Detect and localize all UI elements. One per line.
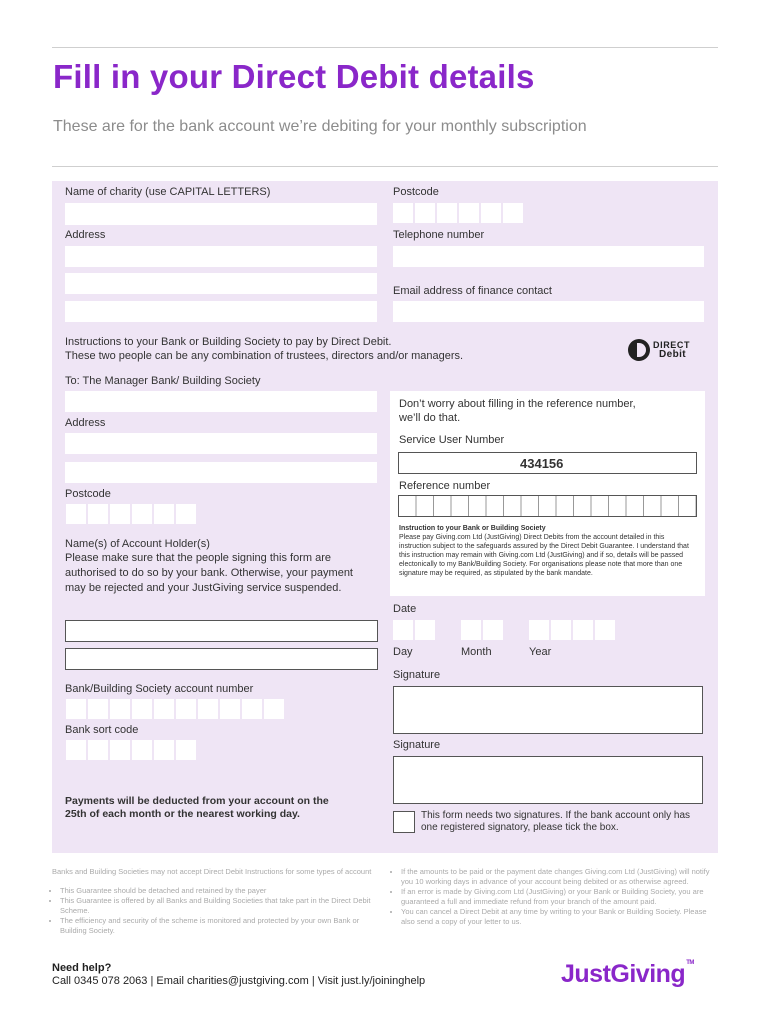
service-user-number: 434156 (520, 456, 564, 471)
date-year-boxes[interactable] (529, 620, 615, 640)
account-number-box[interactable] (66, 699, 86, 719)
bank-postcode-box[interactable] (110, 504, 130, 524)
bank-postcode-box[interactable] (88, 504, 108, 524)
sort-code-label: Bank sort code (65, 724, 139, 736)
bank-address-label: Address (65, 417, 106, 429)
to-manager-label: To: The Manager Bank/ Building Society (65, 375, 261, 387)
justgiving-logo-text: JustGiving (561, 960, 686, 988)
guarantee-right-item: • If an error is made by Giving.com Ltd (JustGiving) or your Bank or Building Society, you are guaranteed a full and immediate refund from your branch of the amount paid. (401, 887, 713, 907)
direct-debit-logo-line-1: DIRECT (653, 340, 691, 350)
bank-address-input-line-2[interactable] (65, 462, 377, 483)
signature-box-2[interactable] (393, 756, 703, 804)
page-subtitle: These are for the bank account we’re debiting for your monthly subscription (53, 118, 587, 135)
account-holders-label: Name(s) of Account Holder(s) (65, 538, 210, 550)
address-input-line-2[interactable] (65, 273, 377, 294)
help-title: Need help? (52, 962, 112, 974)
charity-name-input[interactable] (65, 203, 377, 225)
year-box[interactable] (595, 620, 615, 640)
account-number-box[interactable] (242, 699, 262, 719)
sort-code-box[interactable] (66, 740, 86, 760)
sort-code-box[interactable] (176, 740, 196, 760)
guarantee-left-intro: Banks and Building Societies may not accept Direct Debit Instructions for some types of account (52, 867, 372, 876)
charity-name-label: Name of charity (use CAPITAL LETTERS) (65, 186, 271, 198)
guarantee-right (393, 867, 713, 927)
day-box[interactable] (415, 620, 435, 640)
reference-note-line-1: Don’t worry about filling in the reference number, (399, 398, 636, 410)
guarantee-right-item: • You can cancel a Direct Debit at any time by writing to your Bank or Building Society. Please also send a copy of your letter to us. (401, 907, 713, 927)
account-holder-input-2[interactable] (65, 648, 378, 670)
postcode-boxes[interactable] (393, 203, 523, 223)
signature-label-1: Signature (393, 669, 441, 681)
guarantee-right-item: • If the amounts to be paid or the payment date changes Giving.com Ltd (JustGiving) will notify you 10 working days in advance of your account being debited or as otherwise agreed. (401, 867, 713, 887)
day-label: Day (393, 646, 413, 658)
email-input[interactable] (393, 301, 704, 322)
account-number-box[interactable] (110, 699, 130, 719)
date-day-boxes[interactable] (393, 620, 435, 640)
instructions-line-2: These two people can be any combination of trustees, directors and/or managers. (65, 350, 464, 362)
month-label: Month (461, 646, 492, 658)
reference-note-line-2: we’ll do that. (399, 412, 461, 424)
account-number-box[interactable] (88, 699, 108, 719)
sort-code-box[interactable] (132, 740, 152, 760)
signature-box-1[interactable] (393, 686, 703, 734)
guarantee-left-item: • The efficiency and security of the scheme is monitored and protected by your own Bank or Building Society. (60, 916, 382, 936)
account-number-boxes[interactable] (66, 699, 284, 719)
single-signatory-checkbox[interactable] (393, 811, 415, 833)
guarantee-left-item: • This Guarantee is offered by all Banks and Building Societies that take part in the Direct Debit Scheme. (60, 896, 382, 916)
guarantee-left-item: • This Guarantee should be detached and retained by the payer (60, 886, 382, 896)
address-input-line-1[interactable] (65, 246, 377, 267)
instruction-title: Instruction to your Bank or Building Society (399, 525, 546, 532)
postcode-box[interactable] (481, 203, 501, 223)
postcode-box[interactable] (393, 203, 413, 223)
justgiving-logo-tm: TM (686, 960, 694, 966)
header-rule (52, 166, 718, 167)
telephone-label: Telephone number (393, 229, 485, 241)
sort-code-box[interactable] (154, 740, 174, 760)
direct-debit-icon (628, 339, 650, 361)
account-number-box[interactable] (264, 699, 284, 719)
account-number-box[interactable] (132, 699, 152, 719)
justgiving-logo (561, 960, 694, 989)
page-title: Fill in your Direct Debit details (53, 58, 535, 95)
bank-postcode-label: Postcode (65, 488, 111, 500)
address-input-line-3[interactable] (65, 301, 377, 322)
date-label: Date (393, 603, 417, 615)
signature-label-2: Signature (393, 739, 441, 751)
year-box[interactable] (573, 620, 593, 640)
year-box[interactable] (551, 620, 571, 640)
account-holder-input-1[interactable] (65, 620, 378, 642)
help-line: Call 0345 078 2063 | Email charities@justgiving.com | Visit just.ly/joininghelp (52, 975, 426, 987)
day-box[interactable] (393, 620, 413, 640)
instruction-body: Please pay Giving.com Ltd (JustGiving) Direct Debits from the account detailed in this instruction subject to the safeguards assured by the Direct Debit Guarantee. I understand that this instruction may remain with Giving.com Ltd (JustGiving) and if so, details will be passed electonically to my Bank/Building Society. For organisations please note that more than one signature may be required, as stipulated by the bank mandate. (399, 534, 689, 577)
postcode-box[interactable] (459, 203, 479, 223)
help-section (52, 962, 425, 987)
account-number-label: Bank/Building Society account number (65, 683, 254, 695)
bank-postcode-box[interactable] (176, 504, 196, 524)
service-user-number-label: Service User Number (399, 434, 505, 446)
sort-code-box[interactable] (110, 740, 130, 760)
direct-debit-logo (628, 338, 704, 362)
postcode-box[interactable] (415, 203, 435, 223)
bank-postcode-box[interactable] (66, 504, 86, 524)
email-label: Email address of finance contact (393, 285, 552, 297)
postcode-box[interactable] (437, 203, 457, 223)
bank-postcode-box[interactable] (132, 504, 152, 524)
account-holders-note: Please make sure that the people signing this form are authorised to do so by your bank. Otherwise, your payment may be rejected and your JustGiving service suspended. (65, 552, 353, 594)
top-rule (52, 47, 718, 48)
postcode-label: Postcode (393, 186, 439, 198)
year-label: Year (529, 646, 552, 658)
address-label: Address (65, 229, 106, 241)
bank-postcode-boxes[interactable] (66, 504, 196, 524)
bank-name-input[interactable] (65, 391, 377, 412)
direct-debit-logo-line-2: Debit (659, 349, 686, 360)
month-box[interactable] (461, 620, 481, 640)
reference-number-label: Reference number (399, 480, 491, 492)
sort-code-boxes[interactable] (66, 740, 196, 760)
month-box[interactable] (483, 620, 503, 640)
account-number-box[interactable] (220, 699, 240, 719)
instructions-line-1: Instructions to your Bank or Building Society to pay by Direct Debit. (65, 336, 392, 348)
two-signatures-note: This form needs two signatures. If the bank account only has one registered signatory, please tick the box. (421, 810, 691, 833)
date-month-boxes[interactable] (461, 620, 503, 640)
payment-note: Payments will be deducted from your account on the 25th of each month or the nearest working day. (65, 795, 329, 820)
reference-number-boxes[interactable] (398, 495, 697, 517)
bank-address-input-line-1[interactable] (65, 433, 377, 454)
guarantee-left (52, 867, 382, 936)
telephone-input[interactable] (393, 246, 704, 267)
year-box[interactable] (529, 620, 549, 640)
postcode-box[interactable] (503, 203, 523, 223)
bank-postcode-box[interactable] (154, 504, 174, 524)
account-number-box[interactable] (154, 699, 174, 719)
sort-code-box[interactable] (88, 740, 108, 760)
account-number-box[interactable] (198, 699, 218, 719)
account-number-box[interactable] (176, 699, 196, 719)
